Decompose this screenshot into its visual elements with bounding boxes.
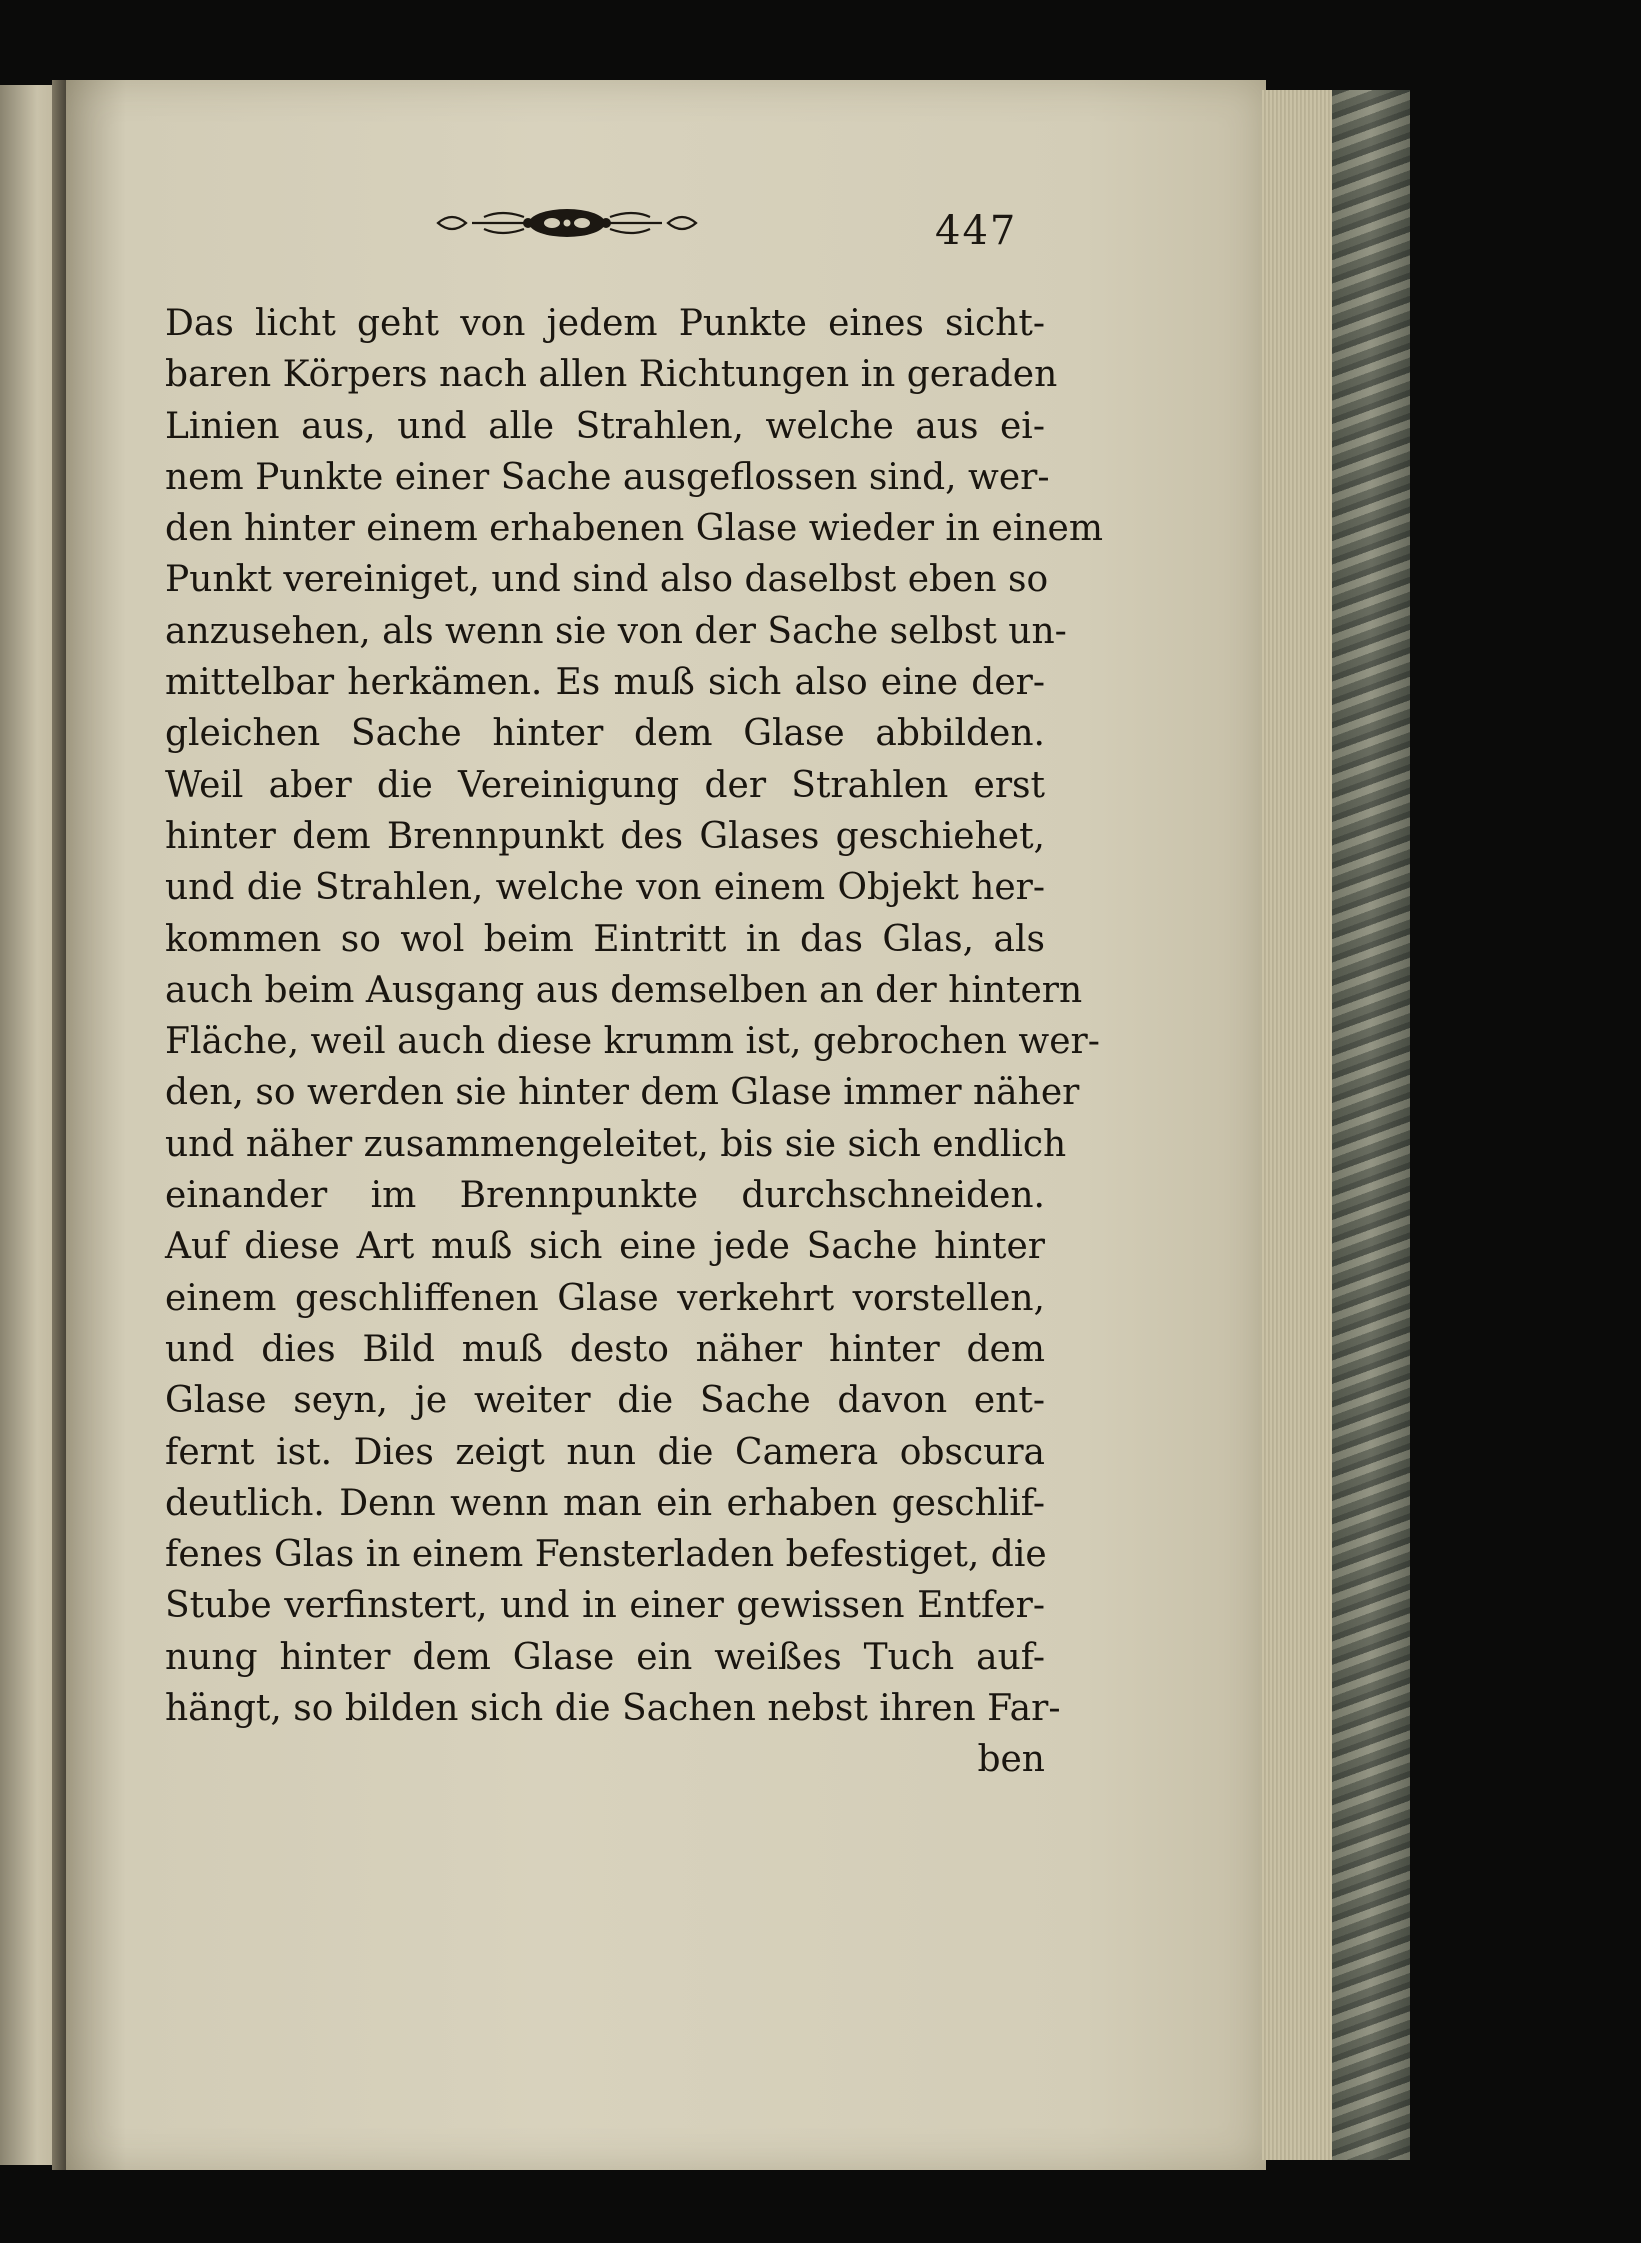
text-line: fernt ist. Dies zeigt nun die Camera obscura	[165, 1431, 1045, 1473]
text-line: und näher zusammengeleitet, bis sie sich endlich	[165, 1123, 1067, 1165]
page-number: 447	[935, 208, 1018, 254]
text-line: Das licht geht von jedem Punkte eines sicht-	[165, 303, 1045, 344]
text-line: hinter dem Brennpunkt des Glases geschiehet,	[165, 815, 1045, 857]
text-line: Punkt vereiniget, und sind also daselbst eben so	[165, 559, 1049, 601]
text-line: auch beim Ausgang aus demselben an der hintern	[165, 969, 1083, 1011]
text-line: Glase seyn, je weiter die Sache davon ent-	[165, 1380, 1045, 1422]
catchword: ben	[977, 1739, 1045, 1781]
text-line: Weil aber die Vereinigung der Strahlen erst	[165, 764, 1045, 806]
text-line: fenes Glas in einem Fensterladen befestiget, die	[165, 1534, 1047, 1576]
body-text	[165, 298, 1103, 1786]
text-line: kommen so wol beim Eintritt in das Glas, als	[165, 918, 1045, 960]
text-line: nem Punkte einer Sache ausgeflossen sind, wer-	[165, 456, 1050, 498]
text-line: gleichen Sache hinter dem Glase abbilden.	[165, 713, 1045, 755]
text-line: baren Körpers nach allen Richtungen in geraden	[165, 354, 1058, 396]
text-line: anzusehen, als wenn sie von der Sache selbst un-	[165, 610, 1067, 652]
text-line: mittelbar herkämen. Es muß sich also eine der-	[165, 662, 1045, 704]
page-block-edges	[1262, 90, 1332, 2160]
text-line: hängt, so bilden sich die Sachen nebst ihren Far-	[165, 1688, 1061, 1730]
text-line: nung hinter dem Glase ein weißes Tuch auf-	[165, 1636, 1045, 1678]
text-line: Fläche, weil auch diese krumm ist, gebrochen wer-	[165, 1021, 1100, 1063]
text-line: deutlich. Denn wenn man ein erhaben geschlif-	[165, 1482, 1045, 1524]
text-line: den, so werden sie hinter dem Glase immer näher	[165, 1072, 1080, 1114]
text-line: und dies Bild muß desto näher hinter dem	[165, 1328, 1045, 1370]
text-line: und die Strahlen, welche von einem Objekt her-	[165, 867, 1045, 909]
fleuron-ornament-icon	[432, 205, 702, 241]
text-line: Auf diese Art muß sich eine jede Sache hinter	[165, 1226, 1045, 1268]
text-line: einem geschliffenen Glase verkehrt vorstellen,	[165, 1277, 1045, 1319]
text-line: Stube verfinstert, und in einer gewissen Entfer-	[165, 1585, 1045, 1627]
book-cover-edge	[1332, 90, 1410, 2160]
text-line: den hinter einem erhabenen Glase wieder in einem	[165, 508, 1103, 550]
text-line: einander im Brennpunkte durchschneiden.	[165, 1175, 1045, 1217]
text-line: Linien aus, und alle Strahlen, welche aus ei-	[165, 405, 1045, 447]
